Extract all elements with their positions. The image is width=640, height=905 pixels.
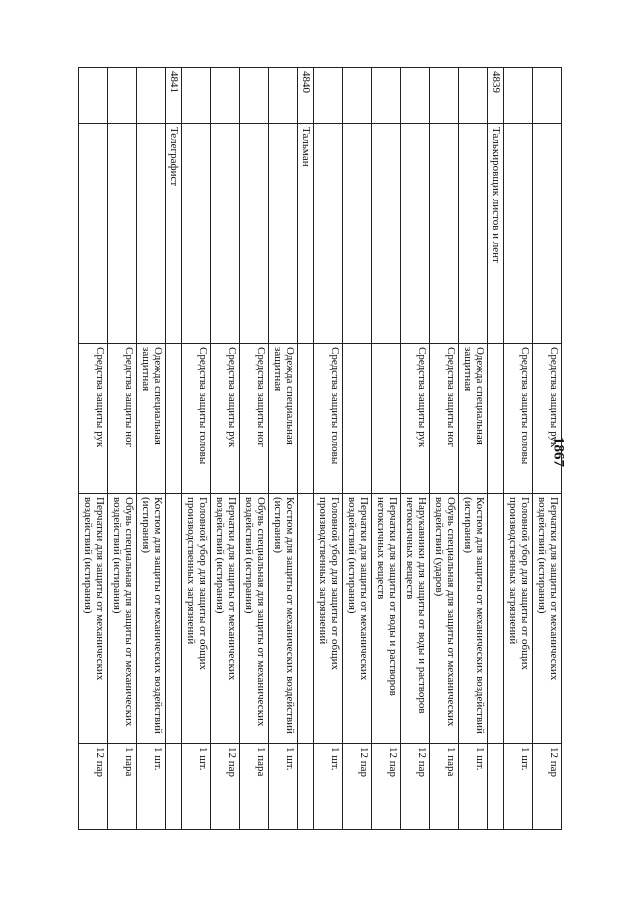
item-cell: Костюм для защиты от механических воздействий (истирания) [459, 494, 488, 744]
item-cell: Перчатки для защиты от воды и растворов нетоксичных веществ [372, 494, 401, 744]
item-cell [166, 494, 182, 744]
item-cell: Обувь специальная для защиты от механических воздействий (истирания) [240, 494, 269, 744]
table-row [269, 68, 298, 830]
norm-cell: 1 пара [240, 744, 269, 830]
item-cell: Костюм для защиты от механических воздействий (истирания) [269, 494, 298, 744]
item-cell: Головной убор для защиты от общих производственных загрязнений [182, 494, 211, 744]
table-row [314, 68, 343, 830]
occupation-row [488, 68, 504, 830]
code-cell [533, 68, 562, 124]
occupation-code: 4841 [166, 68, 182, 124]
table-row [211, 68, 240, 830]
category-cell [166, 344, 182, 494]
norm-cell [488, 744, 504, 830]
item-cell: Перчатки для защиты от механических воздействий (истирания) [79, 494, 108, 744]
item-cell: Перчатки для защиты от механических воздействий (истирания) [533, 494, 562, 744]
rotated-table-container [81, 67, 562, 829]
item-cell: Костюм для защиты от механических воздействий (истирания) [137, 494, 166, 744]
category-cell: Одежда специальная защитная [137, 344, 166, 494]
table-row [343, 68, 372, 830]
category-cell: Средства защиты ног [108, 344, 137, 494]
category-cell [372, 344, 401, 494]
category-cell: Средства защиты головы [314, 344, 343, 494]
ppe-norms-table [78, 67, 562, 830]
item-cell: Нарукавники для защиты от воды и растворов нетоксичных веществ [401, 494, 430, 744]
occupation-code: 4840 [298, 68, 314, 124]
norm-cell: 12 пар [372, 744, 401, 830]
norm-cell: 12 пар [401, 744, 430, 830]
occupation-row [298, 68, 314, 830]
category-cell: Средства защиты рук [533, 344, 562, 494]
page-number: 1867 [550, 437, 567, 467]
category-cell [343, 344, 372, 494]
norm-cell [166, 744, 182, 830]
norm-cell: 12 пар [343, 744, 372, 830]
item-cell: Перчатки для защиты от механических воздействий (истирания) [211, 494, 240, 744]
table-row [504, 68, 533, 830]
item-cell: Обувь специальная для защиты от механических воздействий (ударов) [430, 494, 459, 744]
item-cell [298, 494, 314, 744]
item-cell: Головной убор для защиты от общих производственных загрязнений [504, 494, 533, 744]
item-cell: Головной убор для защиты от общих производственных загрязнений [314, 494, 343, 744]
norm-cell: 1 пара [430, 744, 459, 830]
norm-cell: 1 шт. [459, 744, 488, 830]
table-row [533, 68, 562, 830]
category-cell: Средства защиты ног [240, 344, 269, 494]
category-cell: Средства защиты рук [79, 344, 108, 494]
item-cell: Обувь специальная для защиты от механических воздействий (истирания) [108, 494, 137, 744]
category-cell: Средства защиты головы [182, 344, 211, 494]
norm-cell: 12 пар [211, 744, 240, 830]
norm-cell: 12 пар [533, 744, 562, 830]
category-cell: Средства защиты ног [430, 344, 459, 494]
norm-cell: 1 шт. [314, 744, 343, 830]
norm-cell: 1 пара [108, 744, 137, 830]
table-row [79, 68, 108, 830]
occupation-title: Тальман [298, 124, 314, 344]
occupation-title: Талькировщик листов и лент [488, 124, 504, 344]
category-cell: Средства защиты рук [211, 344, 240, 494]
title-cell [504, 124, 533, 344]
occupation-row [166, 68, 182, 830]
norm-cell: 1 шт. [504, 744, 533, 830]
table-row [182, 68, 211, 830]
category-cell [488, 344, 504, 494]
category-cell: Средства защиты рук [401, 344, 430, 494]
norm-cell: 1 шт. [137, 744, 166, 830]
table-row [401, 68, 430, 830]
category-cell: Средства защиты головы [504, 344, 533, 494]
norm-cell [298, 744, 314, 830]
title-cell [533, 124, 562, 344]
table-row [430, 68, 459, 830]
category-cell: Одежда специальная защитная [459, 344, 488, 494]
table-row [108, 68, 137, 830]
table-row [137, 68, 166, 830]
norm-cell: 12 пар [79, 744, 108, 830]
item-cell: Перчатки для защиты от механических воздействий (истирания) [343, 494, 372, 744]
table-body [79, 68, 562, 830]
table-row [459, 68, 488, 830]
occupation-title: Телеграфист [166, 124, 182, 344]
norm-cell: 1 шт. [269, 744, 298, 830]
category-cell: Одежда специальная защитная [269, 344, 298, 494]
norm-cell: 1 шт. [182, 744, 211, 830]
code-cell [504, 68, 533, 124]
occupation-code: 4839 [488, 68, 504, 124]
item-cell [488, 494, 504, 744]
table-row [240, 68, 269, 830]
category-cell [298, 344, 314, 494]
table-row [372, 68, 401, 830]
